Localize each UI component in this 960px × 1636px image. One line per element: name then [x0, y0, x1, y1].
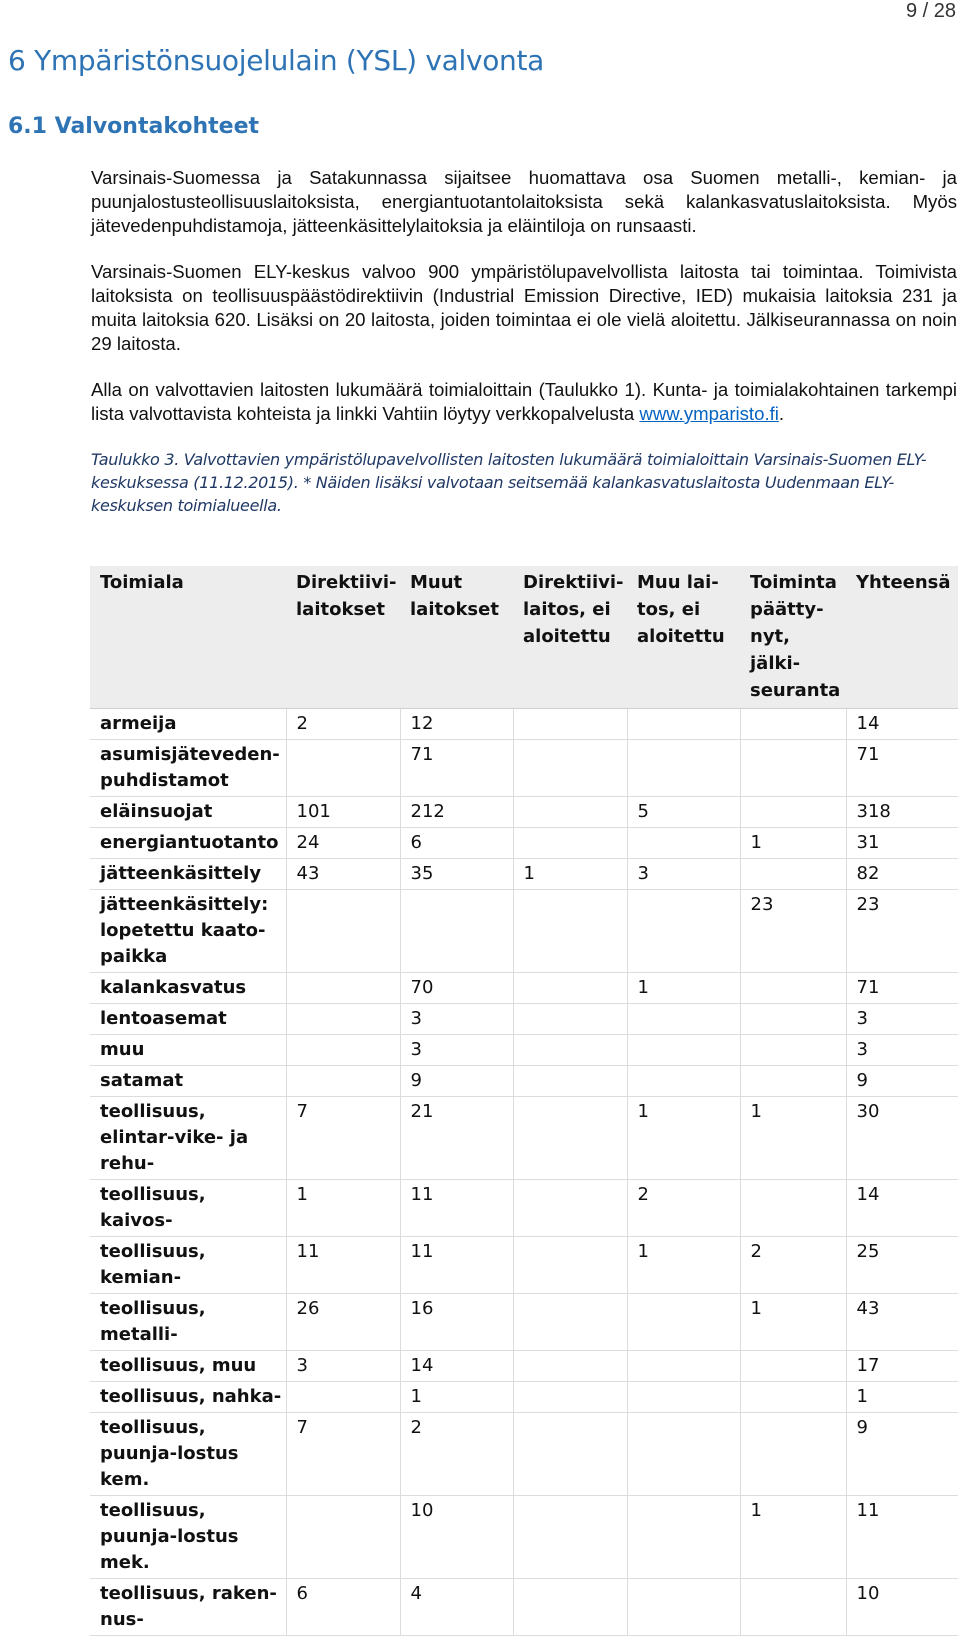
table-cell: 1: [740, 1097, 846, 1180]
table-cell: [286, 1035, 400, 1066]
table-cell: [627, 1294, 740, 1351]
table-cell: [740, 1066, 846, 1097]
row-label: teollisuus, kaivos-: [90, 1180, 286, 1237]
table-cell: [513, 1237, 627, 1294]
row-label: teollisuus, muu: [90, 1351, 286, 1382]
body-content: [91, 166, 957, 517]
ymparisto-link[interactable]: www.ymparisto.fi: [639, 403, 779, 424]
table-cell: 1: [846, 1382, 958, 1413]
table-cell: [513, 1382, 627, 1413]
table-cell: 9: [846, 1066, 958, 1097]
table-cell: 21: [400, 1097, 513, 1180]
table-cell: [513, 1496, 627, 1579]
table-cell: 1: [513, 859, 627, 890]
table-row: [90, 828, 958, 859]
table-cell: 1: [627, 1097, 740, 1180]
header-direktiivilaitokset: Direktiivi-laitokset: [286, 566, 400, 709]
table-cell: [627, 1413, 740, 1496]
row-label: asumisjäteveden-puhdistamot: [90, 740, 286, 797]
facility-table: [90, 566, 958, 1636]
table-cell: [513, 1579, 627, 1636]
table-cell: 212: [400, 797, 513, 828]
table-cell: [513, 973, 627, 1004]
header-direktiivi-ei-aloitettu: Direktiivi-laitos, ei aloitettu: [513, 566, 627, 709]
table-cell: 3: [400, 1035, 513, 1066]
table-cell: 1: [627, 973, 740, 1004]
table-row: [90, 1413, 958, 1496]
table-cell: 11: [286, 1237, 400, 1294]
table-cell: 2: [286, 709, 400, 740]
table-cell: [740, 1579, 846, 1636]
page-number: 9 / 28: [905, 0, 956, 22]
table-cell: [627, 709, 740, 740]
table-row: [90, 1351, 958, 1382]
table-row: [90, 1237, 958, 1294]
table-cell: [286, 740, 400, 797]
table-cell: [740, 1035, 846, 1066]
table-cell: 16: [400, 1294, 513, 1351]
table-cell: [627, 1035, 740, 1066]
table-cell: [627, 1066, 740, 1097]
table-cell: 7: [286, 1413, 400, 1496]
table-cell: [513, 797, 627, 828]
row-label: energiantuotanto: [90, 828, 286, 859]
header-muut-laitokset: Muut laitokset: [400, 566, 513, 709]
table-cell: 9: [846, 1413, 958, 1496]
paragraph-ely: Varsinais-Suomen ELY-keskus valvoo 900 ympäristölupavelvollista laitosta tai toimintaa. Toimivista laitoksista on teollisuuspäästödirektiivin (Industrial Emission Directive, IED) mukaisia laitoksia 231 ja muita laitoksia 620. Lisäksi on 20 laitosta, joiden toimintaa ei ole vielä aloitettu. Jälkiseurannassa on noin 29 laitosta.: [91, 261, 957, 354]
table-cell: [740, 797, 846, 828]
table-row: [90, 1035, 958, 1066]
table-cell: 101: [286, 797, 400, 828]
header-yhteensa: Yhteensä: [846, 566, 958, 709]
table-cell: [627, 1351, 740, 1382]
table-cell: [513, 709, 627, 740]
table-cell: [513, 1294, 627, 1351]
table-cell: 3: [286, 1351, 400, 1382]
header-muu-ei-aloitettu: Muu lai-tos, ei aloitettu: [627, 566, 740, 709]
table-cell: 3: [846, 1004, 958, 1035]
row-label: teollisuus, puunja-lostus kem.: [90, 1413, 286, 1496]
row-label: teollisuus, nahka-: [90, 1382, 286, 1413]
table-cell: [740, 709, 846, 740]
table-cell: 2: [627, 1180, 740, 1237]
table-cell: [627, 828, 740, 859]
table-row: [90, 859, 958, 890]
table-cell: [513, 740, 627, 797]
table-cell: [627, 1496, 740, 1579]
table-cell: [286, 1004, 400, 1035]
header-jalkiseuranta: Toiminta päätty-nyt, jälki-seuranta: [740, 566, 846, 709]
table-cell: 318: [846, 797, 958, 828]
table-cell: 5: [627, 797, 740, 828]
row-label: eläinsuojat: [90, 797, 286, 828]
paragraph-table-intro: [91, 378, 957, 426]
table-row: [90, 1004, 958, 1035]
table-cell: 1: [740, 1496, 846, 1579]
table-cell: 14: [400, 1351, 513, 1382]
table-cell: [740, 859, 846, 890]
table-cell: 6: [400, 828, 513, 859]
table-row: [90, 1496, 958, 1579]
table-cell: 6: [286, 1579, 400, 1636]
row-label: lentoasemat: [90, 1004, 286, 1035]
table-cell: 1: [740, 828, 846, 859]
table-cell: 23: [846, 890, 958, 973]
row-label: jätteenkäsittely: lopetettu kaato-paikka: [90, 890, 286, 973]
row-label: satamat: [90, 1066, 286, 1097]
table-cell: 10: [846, 1579, 958, 1636]
table-cell: 71: [400, 740, 513, 797]
table-body: [90, 709, 958, 1636]
table-cell: [513, 1351, 627, 1382]
row-label: teollisuus, puunja-lostus mek.: [90, 1496, 286, 1579]
table-caption: Taulukko 3. Valvottavien ympäristölupavelvollisten laitosten lukumäärä toimialoittain Varsinais-Suomen ELY-keskuksessa (11.12.2015). * Näiden lisäksi valvotaan seitsemää kalankasvatuslaitosta Uudenmaan ELY-keskuksen toimialueella.: [91, 450, 927, 515]
table-cell: [286, 890, 400, 973]
table-row: [90, 1066, 958, 1097]
table-cell: [627, 1382, 740, 1413]
chapter-heading: 6 Ympäristönsuojelulain (YSL) valvonta: [8, 44, 545, 77]
table-cell: 26: [286, 1294, 400, 1351]
table-cell: [286, 1496, 400, 1579]
table-cell: 3: [627, 859, 740, 890]
table-cell: 14: [846, 1180, 958, 1237]
table-cell: 43: [286, 859, 400, 890]
table-row: [90, 1294, 958, 1351]
table-cell: 11: [400, 1180, 513, 1237]
table-header-row: [90, 566, 958, 709]
table-cell: 43: [846, 1294, 958, 1351]
table-cell: 9: [400, 1066, 513, 1097]
table-row: [90, 709, 958, 740]
table-cell: 1: [286, 1180, 400, 1237]
row-label: jätteenkäsittely: [90, 859, 286, 890]
table-cell: [627, 740, 740, 797]
table-cell: 1: [740, 1294, 846, 1351]
paragraph-intro: Varsinais-Suomessa ja Satakunnassa sijaitsee huomattava osa Suomen metalli-, kemian- ja puunjalostusteollisuuslaitoksista, energiantuotantolaitoksista sekä kalankasvatuslaitoksista. Myös jätevedenpuhdistamoja, jätteenkäsittelylaitoksia ja eläintiloja on runsaasti.: [91, 167, 957, 236]
table-cell: [286, 1382, 400, 1413]
table-row: [90, 740, 958, 797]
table-cell: 3: [846, 1035, 958, 1066]
table-cell: [627, 1579, 740, 1636]
table-cell: [513, 890, 627, 973]
table-cell: [286, 1066, 400, 1097]
table-cell: [513, 1413, 627, 1496]
table-cell: 25: [846, 1237, 958, 1294]
table-row: [90, 797, 958, 828]
table-row: [90, 890, 958, 973]
table-cell: 35: [400, 859, 513, 890]
table-row: [90, 1382, 958, 1413]
table-cell: 7: [286, 1097, 400, 1180]
table-cell: [627, 890, 740, 973]
paragraph-end: .: [778, 403, 785, 424]
table-cell: 3: [400, 1004, 513, 1035]
section-heading: 6.1 Valvontakohteet: [8, 114, 260, 139]
header-toimiala: Toimiala: [90, 566, 286, 709]
table-cell: 1: [400, 1382, 513, 1413]
table-cell: 30: [846, 1097, 958, 1180]
row-label: teollisuus, kemian-: [90, 1237, 286, 1294]
table-cell: [286, 973, 400, 1004]
paragraph-table-intro-text: Alla on valvottavien laitosten lukumäärä toimialoittain (Taulukko 1). Kunta- ja toimialakohtainen tarkempi lista valvottavista kohteista ja linkki Vahtiin löytyy verkkopalvelusta: [91, 379, 957, 424]
table-cell: [513, 1066, 627, 1097]
row-label: teollisuus, metalli-: [90, 1294, 286, 1351]
table-row: [90, 1579, 958, 1636]
table-cell: 70: [400, 973, 513, 1004]
table-cell: 24: [286, 828, 400, 859]
table-cell: [740, 740, 846, 797]
table-cell: [513, 1097, 627, 1180]
table-cell: [513, 1035, 627, 1066]
row-label: kalankasvatus: [90, 973, 286, 1004]
table-cell: 82: [846, 859, 958, 890]
table-cell: 71: [846, 740, 958, 797]
table-cell: 11: [846, 1496, 958, 1579]
table-cell: 10: [400, 1496, 513, 1579]
table-cell: 71: [846, 973, 958, 1004]
table-cell: [513, 1004, 627, 1035]
row-label: muu: [90, 1035, 286, 1066]
table-cell: [513, 1180, 627, 1237]
table-row: [90, 1180, 958, 1237]
table-cell: [740, 1180, 846, 1237]
row-label: teollisuus, raken-nus-: [90, 1579, 286, 1636]
table-cell: 12: [400, 709, 513, 740]
table-cell: [740, 973, 846, 1004]
table-cell: 31: [846, 828, 958, 859]
table-cell: 17: [846, 1351, 958, 1382]
table-cell: [740, 1351, 846, 1382]
table-row: [90, 973, 958, 1004]
table-cell: [400, 890, 513, 973]
row-label: teollisuus, elintar-vike- ja rehu-: [90, 1097, 286, 1180]
table-cell: 11: [400, 1237, 513, 1294]
table-cell: [740, 1413, 846, 1496]
row-label: armeija: [90, 709, 286, 740]
table-cell: [740, 1382, 846, 1413]
table-row: [90, 1097, 958, 1180]
table-cell: [513, 828, 627, 859]
table-cell: 1: [627, 1237, 740, 1294]
table-cell: 4: [400, 1579, 513, 1636]
table-cell: [740, 1004, 846, 1035]
table-cell: 2: [400, 1413, 513, 1496]
table-cell: 23: [740, 890, 846, 973]
table-cell: 14: [846, 709, 958, 740]
table-cell: [627, 1004, 740, 1035]
table-cell: 2: [740, 1237, 846, 1294]
